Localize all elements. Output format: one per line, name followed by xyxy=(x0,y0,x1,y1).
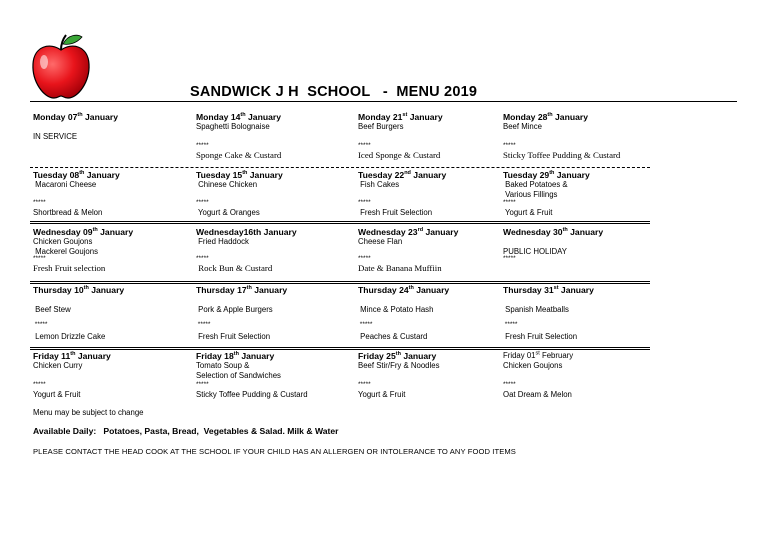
separator-stars: ***** xyxy=(358,321,373,328)
dessert: Shortbread & Melon xyxy=(33,208,103,217)
main-dish: Chicken Curry xyxy=(33,361,83,370)
menu-day-cell xyxy=(358,351,508,409)
dessert: Sticky Toffee Pudding & Custard xyxy=(503,150,621,160)
menu-day-cell xyxy=(358,112,508,168)
menu-day-cell xyxy=(33,170,183,225)
main-dish: Tomato Soup & xyxy=(196,361,250,370)
day-heading: Thursday 31st January xyxy=(503,285,594,295)
day-heading: Wednesday 30th January xyxy=(503,227,604,237)
menu-day-cell xyxy=(503,351,653,409)
main-dish: Cheese Flan xyxy=(358,237,403,246)
day-heading: Tuesday 29th January xyxy=(503,170,590,180)
day-heading: Tuesday 22nd January xyxy=(358,170,447,180)
menu-day-cell xyxy=(196,227,346,283)
day-heading: Monday 28th January xyxy=(503,112,588,122)
day-heading: Thursday 24th January xyxy=(358,285,450,295)
day-heading: Thursday 10th January xyxy=(33,285,125,295)
menu-day-cell xyxy=(33,285,183,349)
main-dish: Mackerel Goujons xyxy=(33,246,99,256)
menu-day-cell xyxy=(33,227,183,283)
subject-to-change-note: Menu may be subject to change xyxy=(33,408,144,417)
separator-stars: ***** xyxy=(358,142,371,149)
separator-stars: ***** xyxy=(503,142,516,149)
day-heading: Wednesday 09th January xyxy=(33,227,134,237)
main-dish: Beef Stew xyxy=(33,304,71,314)
day-heading: Tuesday 08th January xyxy=(33,170,120,180)
main-dish: Chinese Chicken xyxy=(196,180,258,189)
available-daily-note: Available Daily: Potatoes, Pasta, Bread, Vegetables & Salad. Milk & Water xyxy=(33,426,339,436)
page-title: SANDWICK J H SCHOOL - MENU 2019 xyxy=(190,84,478,100)
dessert: Oat Dream & Melon xyxy=(503,390,572,399)
dessert: Sponge Cake & Custard xyxy=(196,150,282,160)
menu-day-cell xyxy=(196,351,346,409)
main-dish xyxy=(33,122,77,132)
dessert: Fresh Fruit Selection xyxy=(358,208,433,217)
main-dish: Fried Haddock xyxy=(196,237,249,246)
day-heading: Friday 01st February xyxy=(503,350,574,360)
day-heading: Friday 11th January xyxy=(33,351,111,361)
main-dish: Pork & Apple Burgers xyxy=(196,304,273,314)
dessert: Iced Sponge & Custard xyxy=(358,150,441,160)
separator-stars: ***** xyxy=(196,255,209,262)
main-dish: Beef Mince xyxy=(503,122,543,131)
dessert: Lemon Drizzle Cake xyxy=(33,332,106,341)
main-dish: PUBLIC HOLIDAY xyxy=(503,246,567,256)
menu-day-cell xyxy=(503,112,653,168)
main-dish: Mince & Potato Hash xyxy=(358,304,434,314)
day-heading: Friday 18th January xyxy=(196,351,275,361)
main-dish: Fish Cakes xyxy=(358,180,400,189)
dessert: Yogurt & Fruit xyxy=(503,208,553,217)
dessert: Yogurt & Fruit xyxy=(358,390,406,399)
main-dish xyxy=(33,295,71,305)
main-dish: Beef Stir/Fry & Noodles xyxy=(358,361,440,370)
main-dish: Chicken Goujons xyxy=(503,361,563,370)
day-heading: Monday 21st January xyxy=(358,112,443,122)
menu-day-cell xyxy=(33,112,183,168)
separator-stars: ***** xyxy=(33,381,46,388)
separator-stars: ***** xyxy=(196,321,211,328)
separator-stars: ***** xyxy=(33,321,48,328)
day-heading: Tuesday 15th January xyxy=(196,170,283,180)
separator-stars: ***** xyxy=(503,381,516,388)
dessert: Fresh Fruit selection xyxy=(33,263,106,273)
separator-stars: ***** xyxy=(503,199,516,206)
main-dish: Spanish Meatballs xyxy=(503,304,569,314)
main-dish xyxy=(503,295,569,305)
dessert: Yogurt & Oranges xyxy=(196,208,260,217)
dessert: Fresh Fruit Selection xyxy=(503,332,578,341)
main-dish: Chicken Goujons xyxy=(33,237,93,246)
dessert: Date & Banana Muffiin xyxy=(358,263,442,273)
menu-day-cell xyxy=(196,112,346,168)
separator-stars: ***** xyxy=(196,199,209,206)
menu-day-cell xyxy=(358,285,508,349)
main-dish xyxy=(196,295,273,305)
main-dish: Selection of Sandwiches xyxy=(196,370,281,380)
main-dish: Various Fillings xyxy=(503,189,558,199)
main-dish: Baked Potatoes & xyxy=(503,180,568,189)
separator-stars: ***** xyxy=(196,142,209,149)
title-underline xyxy=(30,101,737,102)
day-heading: Monday 14th January xyxy=(196,112,281,122)
main-dish: Spaghetti Bolognaise xyxy=(196,122,270,131)
menu-day-cell xyxy=(196,285,346,349)
main-dish: Beef Burgers xyxy=(358,122,404,131)
dessert: Peaches & Custard xyxy=(358,332,428,341)
menu-day-cell xyxy=(196,170,346,225)
separator-stars: ***** xyxy=(503,321,518,328)
separator-stars: ***** xyxy=(33,199,46,206)
dessert: Fresh Fruit Selection xyxy=(196,332,271,341)
menu-day-cell xyxy=(33,351,183,409)
menu-day-cell xyxy=(503,170,653,225)
allergen-contact-note: PLEASE CONTACT THE HEAD COOK AT THE SCHOOL IF YOUR CHILD HAS AN ALLERGEN OR INTOLERANCE TO ANY FOOD ITEMS xyxy=(33,447,516,456)
apple-icon xyxy=(30,32,92,100)
separator-stars: ***** xyxy=(196,381,209,388)
separator-stars: ***** xyxy=(358,255,371,262)
menu-day-cell xyxy=(358,227,508,283)
main-dish: Macaroni Cheese xyxy=(33,180,97,189)
separator-stars: ***** xyxy=(33,255,46,262)
menu-day-cell xyxy=(503,227,653,283)
day-heading: Wednesday16th January xyxy=(196,227,297,237)
dessert: Rock Bun & Custard xyxy=(196,263,273,273)
main-dish: IN SERVICE xyxy=(33,131,78,141)
day-heading: Friday 25th January xyxy=(358,351,437,361)
separator-stars: ***** xyxy=(503,255,516,262)
menu-day-cell xyxy=(358,170,508,225)
day-heading: Thursday 17th January xyxy=(196,285,288,295)
main-dish xyxy=(503,237,567,247)
dessert: Yogurt & Fruit xyxy=(33,390,81,399)
dessert: Sticky Toffee Pudding & Custard xyxy=(196,390,308,399)
day-heading: Monday 07th January xyxy=(33,112,118,122)
day-heading: Wednesday 23rd January xyxy=(358,227,459,237)
menu-day-cell xyxy=(503,285,653,349)
main-dish xyxy=(358,295,433,305)
separator-stars: ***** xyxy=(358,199,371,206)
separator-stars: ***** xyxy=(358,381,371,388)
